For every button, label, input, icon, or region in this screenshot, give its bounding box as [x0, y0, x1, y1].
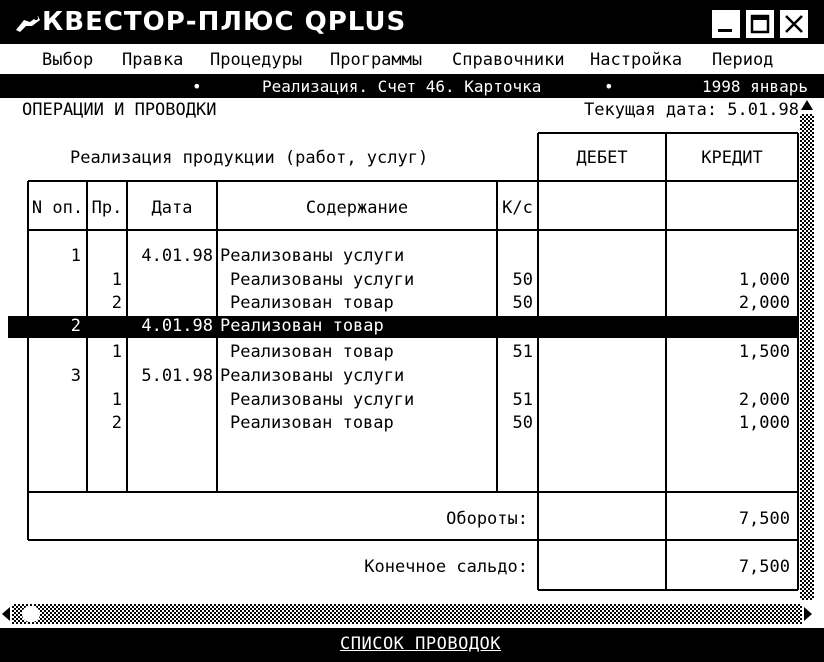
cell-content: Реализованы услуги — [220, 366, 405, 386]
turnover-label: Обороты: — [446, 509, 528, 529]
menu-bar — [0, 44, 824, 76]
section-heading — [0, 98, 824, 126]
cell-ks: 51 — [512, 342, 533, 362]
column-header-date[interactable]: Дата — [151, 198, 193, 218]
cell-op: 3 — [70, 366, 81, 386]
menu-item-spravochniki[interactable]: Справочники — [452, 50, 565, 70]
footer-label: СПИСОК ПРОВОДОК — [340, 634, 502, 654]
arrow-right-icon[interactable] — [802, 604, 814, 624]
cell-ks: 50 — [512, 413, 533, 433]
status-period: 1998 январь — [702, 77, 808, 96]
grasshopper-icon — [14, 12, 42, 34]
status-bullet: • — [604, 77, 614, 96]
cell-credit: 1,500 — [738, 342, 790, 362]
footer-bar — [0, 628, 824, 662]
balance-label: Конечное сальдо: — [364, 557, 528, 577]
title-bar — [0, 0, 824, 44]
column-header-op[interactable]: N оп. — [31, 198, 84, 218]
horizontal-scrollbar[interactable] — [12, 604, 802, 624]
cell-op: 2 — [70, 316, 81, 336]
maximize-button[interactable] — [746, 10, 774, 38]
balance-credit: 7,500 — [738, 557, 790, 577]
cell-content: Реализован товар — [230, 342, 394, 362]
cell-op: 1 — [70, 246, 81, 266]
menu-item-nastroika[interactable]: Настройка — [590, 50, 683, 70]
status-context: Реализация. Счет 46. Карточка — [262, 77, 542, 96]
credit-header: КРЕДИТ — [701, 148, 763, 168]
scroll-up-arrow[interactable] — [800, 98, 814, 114]
cell-credit: 2,000 — [738, 390, 790, 410]
cell-pr: 1 — [111, 390, 122, 410]
cell-ks: 50 — [512, 293, 533, 313]
cell-pr: 1 — [111, 270, 122, 290]
cell-credit: 1,000 — [738, 270, 790, 290]
cell-date: 5.01.98 — [141, 366, 213, 386]
cell-content: Реализован товар — [230, 413, 394, 433]
turnover-credit: 7,500 — [738, 509, 790, 529]
cell-credit: 2,000 — [738, 293, 790, 313]
menu-item-period[interactable]: Период — [712, 50, 774, 70]
cell-pr: 2 — [111, 413, 122, 433]
cell-content: Реализованы услуги — [230, 270, 415, 290]
minimize-button[interactable] — [712, 10, 740, 38]
section-title: ОПЕРАЦИИ И ПРОВОДКИ — [22, 100, 217, 120]
close-button[interactable] — [780, 10, 808, 38]
vertical-scrollbar[interactable] — [800, 98, 814, 600]
current-date: Текущая дата: 5.01.98 — [584, 100, 799, 120]
window-title: КВЕСТОР-ПЛЮС QPLUS — [42, 7, 407, 37]
menu-item-pravka[interactable]: Правка — [122, 50, 184, 70]
table-caption: Реализация продукции (работ, услуг) — [70, 148, 429, 168]
cell-ks: 51 — [512, 390, 533, 410]
debit-header: ДЕБЕТ — [576, 148, 628, 168]
column-header-ks[interactable]: К/с — [502, 198, 533, 218]
minimize-icon — [714, 12, 738, 36]
status-line — [0, 76, 824, 98]
column-header-content[interactable]: Содержание — [305, 198, 409, 218]
column-header-pr[interactable]: Пр. — [91, 198, 123, 218]
cell-content: Реализован товар — [230, 293, 394, 313]
cell-content: Реализован товар — [220, 316, 384, 336]
arrow-up-icon — [800, 98, 814, 114]
cell-ks: 50 — [512, 270, 533, 290]
menu-item-programmy[interactable]: Программы — [330, 50, 423, 70]
close-icon — [782, 12, 806, 36]
cell-credit: 1,000 — [738, 413, 790, 433]
maximize-icon — [748, 12, 772, 36]
cell-pr: 1 — [111, 342, 122, 362]
cell-pr: 2 — [111, 293, 122, 313]
arrow-left-icon[interactable] — [0, 604, 12, 624]
cell-date: 4.01.98 — [141, 316, 213, 336]
menu-item-vybor[interactable]: Выбор — [42, 50, 94, 70]
cell-content: Реализованы услуги — [230, 390, 415, 410]
cell-content: Реализованы услуги — [220, 246, 405, 266]
cell-date: 4.01.98 — [141, 246, 213, 266]
horizontal-scroll-thumb[interactable] — [22, 606, 40, 622]
menu-item-procedury[interactable]: Процедуры — [210, 50, 303, 70]
status-bullet: • — [192, 77, 202, 96]
